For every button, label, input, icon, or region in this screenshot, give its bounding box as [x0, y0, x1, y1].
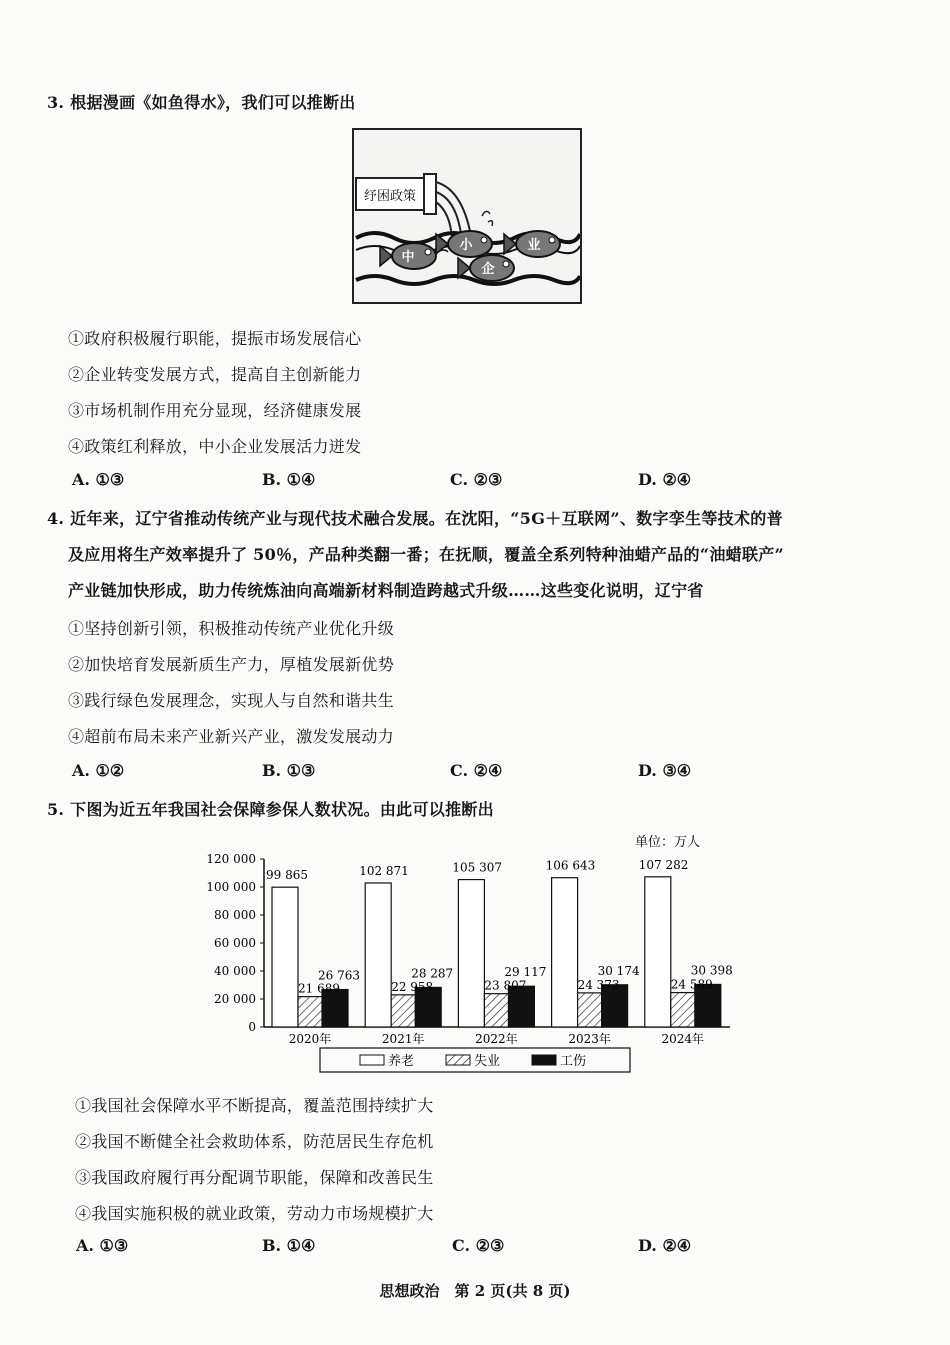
- insurance-bar-chart: [200, 826, 740, 1076]
- legend-swatch-养老: [360, 1055, 384, 1065]
- legend-swatch-工伤: [532, 1055, 556, 1065]
- fish-label-xiao: 小: [459, 238, 473, 253]
- data-label-yanglao: 107 282: [638, 857, 689, 872]
- q3-option-c[interactable]: C. ②③: [450, 470, 503, 489]
- fish-ye: [504, 231, 560, 257]
- data-label-gongshang: 28 287: [411, 966, 454, 981]
- x-category-label: 2021年: [381, 1032, 425, 1046]
- chart-unit-label: 单位：万人: [634, 835, 700, 850]
- q5-option-c[interactable]: C. ②③: [452, 1236, 505, 1255]
- data-label-gongshang: 30 398: [690, 963, 733, 978]
- pipe-label: 纾困政策: [363, 189, 417, 204]
- data-label-shiye: 23 807: [484, 978, 527, 993]
- legend-label-养老: 养老: [388, 1054, 415, 1069]
- q4-statement-2: ②加快培育发展新质生产力，厚植发展新优势: [68, 655, 395, 674]
- data-label-gongshang: 26 763: [318, 968, 360, 983]
- q4-statement-4: ④超前布局未来产业新兴产业，激发发展动力: [68, 727, 395, 746]
- chart-svg: [200, 826, 740, 1076]
- y-tick-label: 60 000: [214, 936, 256, 950]
- bar-养老: [458, 880, 484, 1027]
- page-footer: 思想政治 第 2 页(共 8 页): [379, 1282, 571, 1300]
- bar-养老: [552, 878, 578, 1027]
- legend-label-工伤: 工伤: [560, 1054, 587, 1069]
- comic-drawing: [354, 130, 580, 302]
- bar-养老: [645, 877, 671, 1027]
- q5-stem: 5. 下图为近五年我国社会保障参保人数状况。由此可以推断出: [47, 800, 494, 819]
- fish-zhong: [380, 243, 436, 269]
- bar-养老: [365, 883, 391, 1027]
- data-label-gongshang: 29 117: [504, 965, 547, 980]
- q4-stem-line-1: 4. 近年来，辽宁省推动传统产业与现代技术融合发展。在沈阳，“5G＋互联网”、数字孪生等技术的普: [47, 509, 783, 528]
- q3-option-a[interactable]: A. ①③: [72, 470, 125, 489]
- q3-statement-2: ②企业转变发展方式，提高自主创新能力: [68, 365, 362, 384]
- x-category-label: 2022年: [475, 1032, 518, 1046]
- x-category-label: 2024年: [661, 1032, 705, 1046]
- q5-option-a[interactable]: A. ①③: [76, 1236, 129, 1255]
- y-tick-label: 80 000: [214, 908, 256, 922]
- q5-option-b[interactable]: B. ①④: [262, 1236, 316, 1255]
- q4-option-b[interactable]: B. ①③: [262, 761, 316, 780]
- q4-option-c[interactable]: C. ②④: [450, 761, 503, 780]
- bar-失业: [578, 993, 604, 1027]
- data-label-shiye: 24 589: [670, 977, 713, 992]
- q3-statement-1: ①政府积极履行职能，提振市场发展信心: [68, 329, 362, 348]
- q5-statement-4: ④我国实施积极的就业政策，劳动力市场规模扩大: [75, 1204, 434, 1223]
- fish-label-qi: 企: [481, 262, 495, 277]
- y-tick-label: 120 000: [206, 852, 256, 866]
- data-label-shiye: 22 958: [391, 979, 434, 994]
- q4-stem-line-3: 产业链加快形成，助力传统炼油向高端新材料制造跨越式升级……这些变化说明，辽宁省: [68, 581, 704, 600]
- q3-option-b[interactable]: B. ①④: [262, 470, 316, 489]
- fish-label-ye: 业: [527, 238, 541, 253]
- data-label-yanglao: 105 307: [452, 860, 503, 875]
- q3-statement-4: ④政策红利释放，中小企业发展活力迸发: [68, 437, 362, 456]
- pipe-nozzle: [424, 174, 436, 214]
- q5-option-d[interactable]: D. ②④: [638, 1236, 692, 1255]
- q4-option-a[interactable]: A. ①②: [72, 761, 125, 780]
- q3-stem: 3. 根据漫画《如鱼得水》，我们可以推断出: [47, 93, 356, 112]
- q3-statement-3: ③市场机制作用充分显现，经济健康发展: [68, 401, 362, 420]
- q4-option-d[interactable]: D. ③④: [638, 761, 692, 780]
- data-label-shiye: 21 689: [298, 981, 340, 996]
- fish-label-zhong: 中: [401, 250, 415, 265]
- x-category-label: 2023年: [568, 1032, 611, 1046]
- y-tick-label: 0: [248, 1020, 256, 1034]
- legend-swatch-失业: [446, 1055, 470, 1065]
- legend-label-失业: 失业: [474, 1054, 501, 1069]
- bar-养老: [272, 887, 298, 1027]
- y-tick-label: 20 000: [214, 992, 256, 1006]
- bar-失业: [484, 994, 510, 1027]
- y-tick-label: 100 000: [206, 880, 256, 894]
- q4-statement-3: ③践行绿色发展理念，实现人与自然和谐共生: [68, 691, 395, 710]
- bar-失业: [391, 995, 417, 1027]
- q4-stem-line-2: 及应用将生产效率提升了 50％，产品种类翻一番；在抚顺，覆盖全系列特种油蜡产品的“油蜡联产”: [68, 545, 785, 564]
- q3-option-d[interactable]: D. ②④: [638, 470, 692, 489]
- data-label-yanglao: 99 865: [266, 868, 308, 883]
- q5-statement-3: ③我国政府履行再分配调节职能，保障和改善民生: [75, 1168, 434, 1187]
- q5-statement-2: ②我国不断健全社会救助体系，防范居民生存危机: [75, 1132, 434, 1151]
- q5-statement-1: ①我国社会保障水平不断提高，覆盖范围持续扩大: [75, 1096, 434, 1115]
- comic-fish-in-water: [352, 128, 582, 304]
- q4-statement-1: ①坚持创新引领，积极推动传统产业优化升级: [68, 619, 395, 638]
- data-label-yanglao: 102 871: [359, 863, 409, 878]
- bar-失业: [671, 993, 697, 1027]
- data-label-yanglao: 106 643: [545, 858, 596, 873]
- data-label-shiye: 24 373: [577, 977, 620, 992]
- data-label-gongshang: 30 174: [597, 963, 640, 978]
- x-category-label: 2020年: [288, 1032, 332, 1046]
- bar-失业: [298, 997, 324, 1027]
- y-tick-label: 40 000: [214, 964, 256, 978]
